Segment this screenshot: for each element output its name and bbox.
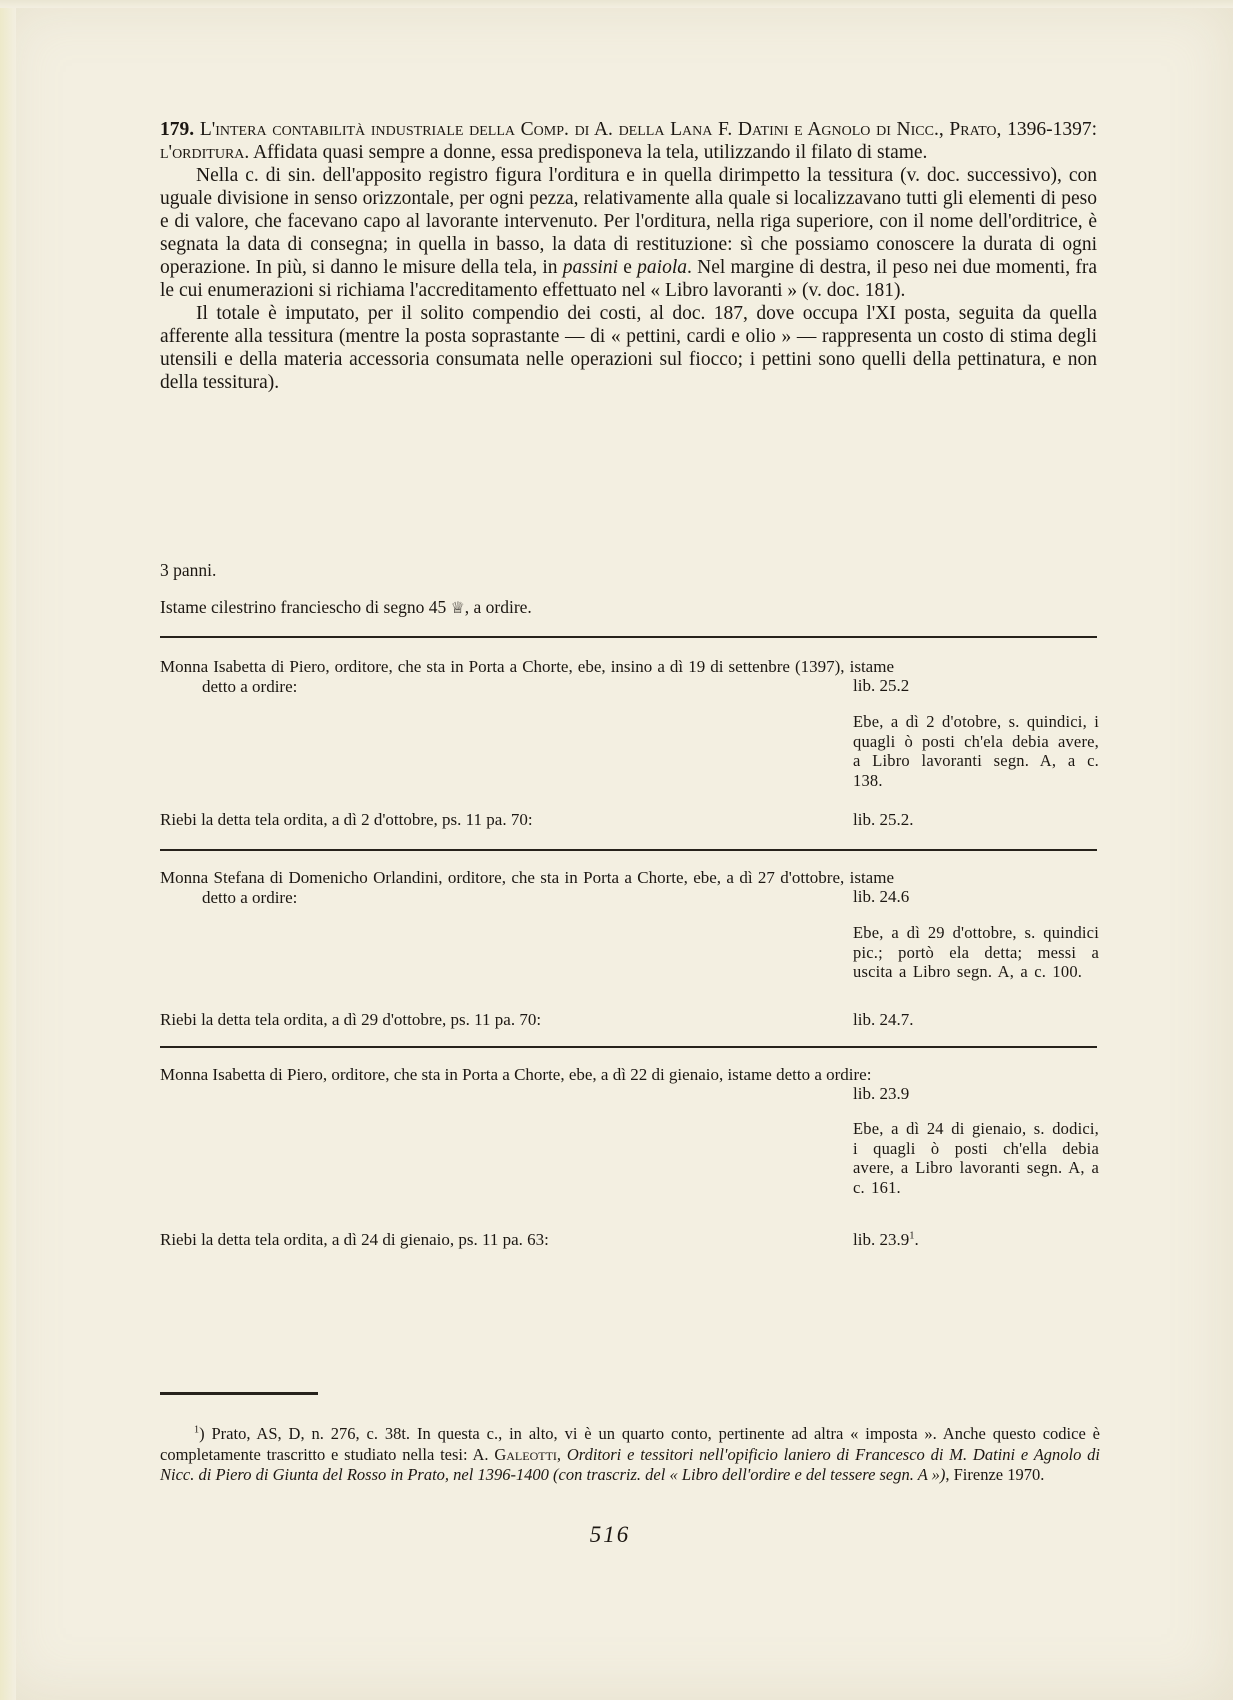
entry-body: Monna Isabetta di Piero, orditore, che sta in Porta a Chorte, ebe, insino a dì 19 di settenbre (1397), istame detto a ordire: xyxy=(160,657,894,696)
entry-weight-initial: lib. 25.2 xyxy=(853,676,910,695)
entry-return-line: Riebi la detta tela ordita, a dì 29 d'ottobre, ps. 11 pa. 70: xyxy=(160,1010,542,1029)
page-left-edge xyxy=(0,0,16,1700)
entry-note: Ebe, a dì 29 d'ottobre, s. quindici pic.; portò ela detta; messi a uscita a Libro segn. A, a c. 100. xyxy=(853,923,1099,981)
entry-body: Monna Isabetta di Piero, orditore, che sta in Porta a Chorte, ebe, a dì 22 di gienaio, istame detto a ordire: xyxy=(160,1065,872,1084)
footnote-divider xyxy=(160,1392,318,1395)
entry-weight-return: lib. 23.9$^1$. xyxy=(853,1230,919,1249)
entry-return-line: Riebi la detta tela ordita, a dì 2 d'ottobre, ps. 11 pa. 70: xyxy=(160,810,533,829)
doc-line-istame: Istame cilestrino franciescho di segno 45 ♕, a ordire. xyxy=(160,597,532,617)
headnote xyxy=(160,118,1097,394)
entry-note: Ebe, a dì 24 di gienaio, s. dodici, i quagli ò posti ch'ella debia avere, a Libro lavoranti segn. A, a c. 161. xyxy=(853,1119,1099,1197)
entry-weight-return: lib. 24.7. xyxy=(853,1010,914,1029)
section-divider-3 xyxy=(160,1046,1097,1048)
entry-weight-initial: lib. 24.6 xyxy=(853,887,910,906)
section-divider-1 xyxy=(160,636,1097,638)
page-number: 516 xyxy=(589,1522,631,1547)
merchant-mark-icon: ♕ xyxy=(450,600,465,617)
footnote-text: $^1$) Prato, AS, D, n. 276, c. 38t. In questa c., in alto, vi è un quarto conto, pertinente ad altra « imposta ». Anche questo codice è completamente trascritto e studiato nella tesi: A. Galeotti, Orditori e tessitori nell'opificio laniero di Francesco di M. Datini e Agnolo di Nicc. di Piero di Giunta del Rosso in Prato, nel 1396-1400 (con trascriz. del « Libro dell'ordire e del tessere segn. A »), Firenze 1970. xyxy=(160,1424,1101,1484)
headnote-paragraph-2: Nella c. di sin. dell'apposito registro figura l'orditura e in quella dirimpetto la tessitura (v. doc. successivo), con uguale divisione in senso orizzontale, per ogni pezza, relativamente alla quale si localizzavano tutti gli elementi di peso e di valore, che facevano capo al lavorante intervenuto. Per l'orditura, nella riga superiore, con il nome dell'orditrice, è segnata la data di consegna; in quella in basso, la data di restituzione: sì che possiamo conoscere la durata di ogni operazione. In più, si danno le misure della tela, in passini e paiola. Nel margine di destra, il peso nei due momenti, fra le cui enumerazioni si richiama l'accreditamento effettuato nel « Libro lavoranti » (v. doc. 181). xyxy=(160,165,1097,301)
footnote xyxy=(160,1424,1100,1486)
entry-note: Ebe, a dì 2 d'otobre, s. quindici, i quagli ò posti ch'ela debia avere, a Libro lavoranti segn. A, a c. 138. xyxy=(853,712,1099,790)
entry-weight-initial: lib. 23.9 xyxy=(853,1084,910,1103)
entry-body: Monna Stefana di Domenicho Orlandini, orditore, che sta in Porta a Chorte, ebe, a dì 27 d'ottobre, istame detto a ordire: xyxy=(160,868,894,907)
headnote-paragraph-3: Il totale è imputato, per il solito compendio dei costi, al doc. 187, dove occupa l'XI posta, seguita da quella afferente alla tessitura (mentre la posta soprastante — di « pettini, cardi e olio » — rappresenta un costo di stima degli utensili e della materia accessoria consumata nelle operazioni sul fiocco; i pettini sono quelli della pettinatura, e non della tessitura). xyxy=(160,303,1097,393)
entry-weight-return: lib. 25.2. xyxy=(853,810,914,829)
section-divider-2 xyxy=(160,849,1097,851)
headnote-paragraph-1: 179. L'intera contabilità industriale della Comp. di A. della Lana F. Datini e Agnolo di Nicc., Prato, 1396-1397: l'orditura. Affidata quasi sempre a donne, essa predisponeva la tela, utilizzando il filato di stame. xyxy=(160,119,1097,163)
entry-return-line: Riebi la detta tela ordita, a dì 24 di gienaio, ps. 11 pa. 63: xyxy=(160,1230,549,1249)
page-top-edge xyxy=(0,0,1233,8)
doc-line-panni: 3 panni. xyxy=(160,560,217,580)
